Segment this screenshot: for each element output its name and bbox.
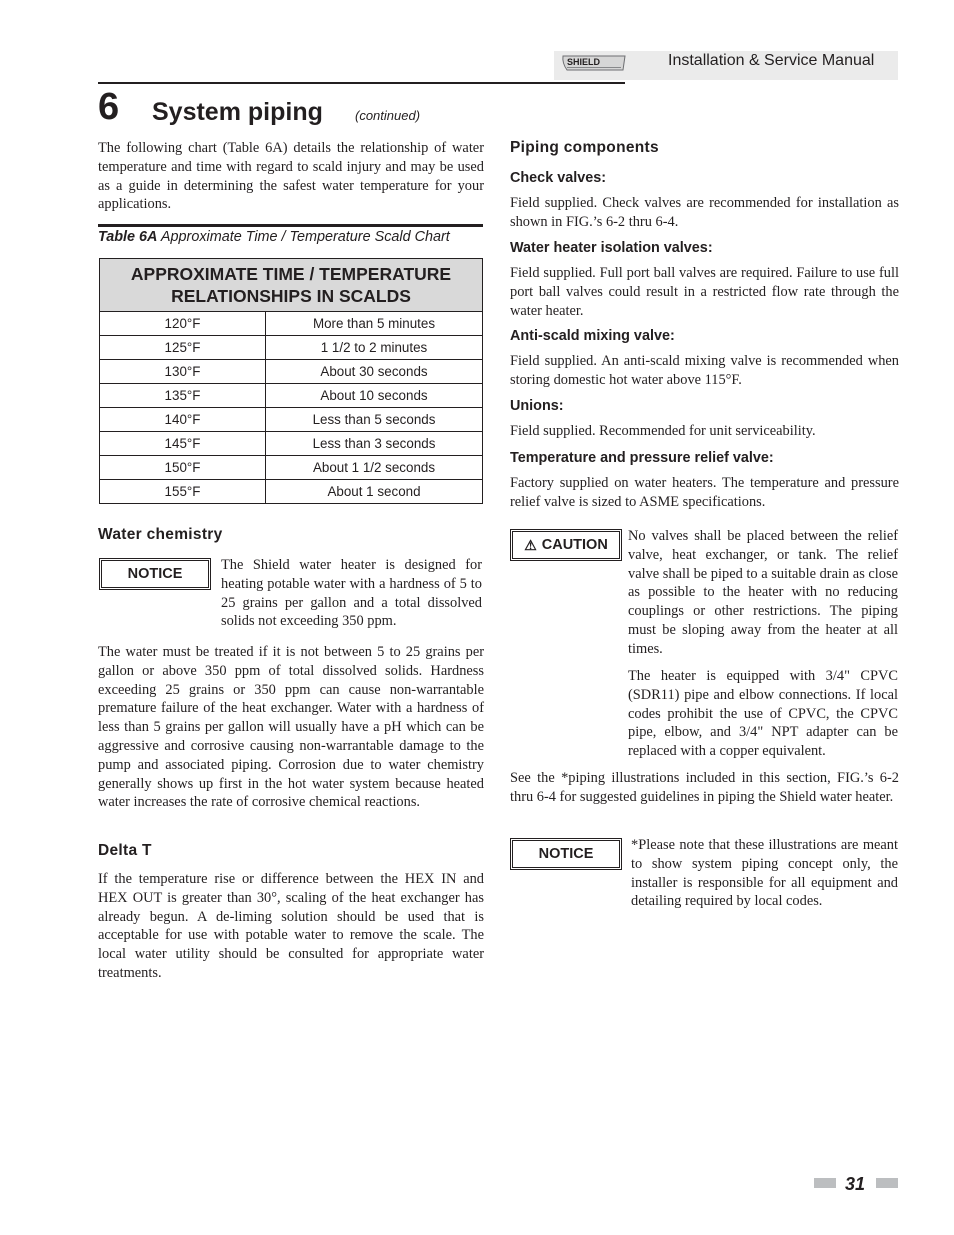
- notice-badge-piping: [510, 838, 622, 870]
- table-row: [100, 432, 483, 456]
- time-cell: About 1 second: [266, 480, 483, 504]
- tp-relief-text: Factory supplied on water heaters. The temperature and pressure relief valve is sized to ASME specifications.: [510, 475, 899, 510]
- check-valves-heading: Check valves:: [510, 170, 606, 186]
- temp-cell: 130°F: [100, 360, 266, 384]
- table-row: [100, 312, 483, 336]
- header-rule: [98, 82, 625, 84]
- isolation-valves-text: Field supplied. Full port ball valves are required. Failure to use full port ball valves could result in a restricted flow rate through the water heater.: [510, 265, 899, 319]
- caution-text-2: The heater is equipped with 3/4" CPVC (SDR11) pipe and elbow connections. If local codes prohibit the use of CPVC, the CPVC pipe, elbow, and 3/4" NPT adapter can be replaced with a copper equivalent.: [628, 668, 898, 760]
- time-cell: About 10 seconds: [266, 384, 483, 408]
- table-row: [100, 480, 483, 504]
- footer-bar-left: [814, 1178, 836, 1188]
- time-cell: More than 5 minutes: [266, 312, 483, 336]
- footer-bar-right: [876, 1178, 898, 1188]
- temp-cell: 155°F: [100, 480, 266, 504]
- see-illustrations-text: See the *piping illustrations included in this section, FIG.’s 6-2 thru 6-4 for suggested guidelines in piping the Shield water heater.: [510, 770, 899, 805]
- temp-cell: 140°F: [100, 408, 266, 432]
- table-row: [100, 408, 483, 432]
- notice-badge-water: [99, 558, 211, 590]
- table-caption-number: Table 6A: [98, 229, 158, 245]
- temp-cell: 120°F: [100, 312, 266, 336]
- water-chemistry-heading: Water chemistry: [98, 526, 223, 543]
- unions-heading: Unions:: [510, 398, 564, 414]
- table-header-line1: APPROXIMATE TIME / TEMPERATURE: [130, 264, 452, 284]
- isolation-valves-heading: Water heater isolation valves:: [510, 240, 713, 256]
- temp-cell: 135°F: [100, 384, 266, 408]
- manual-title: Installation & Service Manual: [668, 52, 875, 69]
- water-chemistry-body: The water must be treated if it is not between 5 to 25 grains per gallon or above 350 ppm of total dissolved solids. Hardness exceeding 25 grains or 350 ppm can cause non-warrantable premature failure of the heat exchanger. Water with a hardness of less than 5 grains per gallon will usually have a pH which can be aggressive and corrosive causing non-warrantable damage to the pump and associated piping. Corrosion due to water chemistry generally shows up first in the hot water system because heated water increases the rate of corrosive chemical reactions.: [98, 644, 484, 811]
- anti-scald-heading: Anti-scald mixing valve:: [510, 328, 675, 344]
- chapter-continued: (continued): [355, 108, 421, 123]
- svg-text:SHIELD: SHIELD: [567, 57, 601, 67]
- time-cell: Less than 3 seconds: [266, 432, 483, 456]
- temp-cell: 145°F: [100, 432, 266, 456]
- intro-paragraph: The following chart (Table 6A) details the relationship of water temperature and time with regard to scald injury and may be used as a guide in determining the safest water temperature for your applications.: [98, 140, 484, 213]
- check-valves-text: Field supplied. Check valves are recommended for installation as shown in FIG.’s 6-2 thru 6-4.: [510, 195, 899, 230]
- table-header-row: [100, 259, 483, 312]
- temp-cell: 125°F: [100, 336, 266, 360]
- tp-relief-heading: Temperature and pressure relief valve:: [510, 450, 774, 466]
- scald-chart-table: [99, 258, 483, 504]
- water-notice-text: The Shield water heater is designed for heating potable water with a hardness of 5 to 25 grains per gallon and a total dissolved solids not exceeding 350 ppm.: [221, 557, 482, 630]
- piping-components-heading: Piping components: [510, 139, 659, 156]
- time-cell: Less than 5 seconds: [266, 408, 483, 432]
- notice-label: NOTICE: [538, 846, 594, 862]
- table-header: [100, 259, 483, 312]
- time-cell: About 1 1/2 seconds: [266, 456, 483, 480]
- notice-label: NOTICE: [127, 566, 183, 582]
- time-cell: About 30 seconds: [266, 360, 483, 384]
- time-cell: 1 1/2 to 2 minutes: [266, 336, 483, 360]
- temp-cell: 150°F: [100, 456, 266, 480]
- table-row: [100, 384, 483, 408]
- shield-logo: [561, 53, 627, 73]
- caution-badge: [510, 529, 622, 561]
- chapter-title: System piping: [152, 98, 323, 126]
- table-caption-text: Approximate Time / Temperature Scald Chart: [157, 229, 450, 245]
- caution-text-1: No valves shall be placed between the relief valve, heat exchanger, or tank. The relief valve shall be piped to a suitable drain as close as possible to the heater with no reducing couplings or other restrictions. The piping must be sloping away from the heater at all times.: [628, 528, 898, 657]
- page-number: 31: [845, 1174, 866, 1194]
- anti-scald-text: Field supplied. An anti-scald mixing valve is recommended when storing domestic hot water above 115°F.: [510, 353, 899, 388]
- delta-t-heading: Delta T: [98, 842, 152, 859]
- table-caption: [98, 229, 450, 245]
- warning-triangle-icon: ⚠: [524, 536, 537, 553]
- table-row: [100, 336, 483, 360]
- chapter-number: 6: [98, 86, 120, 128]
- table-row: [100, 456, 483, 480]
- table-row: [100, 360, 483, 384]
- unions-text: Field supplied. Recommended for unit serviceability.: [510, 423, 816, 439]
- table-header-line2: RELATIONSHIPS IN SCALDS: [171, 286, 411, 306]
- piping-notice-text: *Please note that these illustrations are meant to show system piping concept only, the installer is responsible for all equipment and detailing required by local codes.: [631, 837, 898, 910]
- caution-label: CAUTION: [541, 537, 608, 553]
- delta-t-body: If the temperature rise or difference between the HEX IN and HEX OUT is greater than 30°, scaling of the heat exchanger has already begun. A de-liming solution should be used that is acceptable for use with potable water to remove the scale. The local water utility should be consulted for appropriate water treatments.: [98, 871, 484, 981]
- caption-rule: [98, 224, 483, 227]
